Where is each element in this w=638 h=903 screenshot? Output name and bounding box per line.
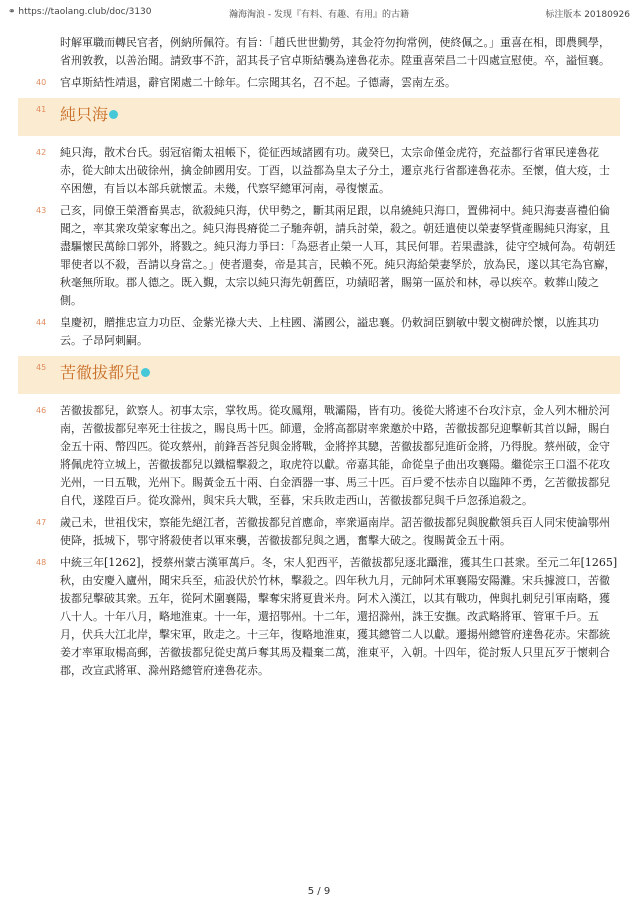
paragraph-text: 苦徹拔都兒，欽察人。初事太宗，掌牧馬。從攻鳳翔，戰灞陽，皆有功。後從大將速不台攻汴京，金人列木柵於河南，苦徹拔都兒率死士往拔之，賜良馬十匹。師還，金將高都尉率衆邀於中路，苦徹拔都兒迎擊斬其首以歸，賜白金五十兩、幣四匹。從攻蔡州，前鋒吾荅兒與金將戰，金將捽其驄，苦徹拔都兒進斫金將，乃得脫。蔡州破，金守將佩虎符立城上，苦徹拔都兒以鐵檔擊殺之，取虎符以獻。帝嘉其能，命從皇子曲出攻襄陽。繼從宗王口溫不花攻光州，一日五戰，光州下。賜黃金五十兩、白金酒器一事、馬三十匹。百戶愛不怯赤自以臨陣不勇，乞苦徹拔都兒自代，遂陞百戶。從攻滁州，與宋兵大戰，至暮，宋兵敗走西山，苦徹拔都兒與千戶忽孫追殺之。	[60, 404, 610, 507]
paragraph-number: 47	[36, 518, 47, 527]
paragraph	[18, 144, 620, 198]
paragraph-number: 44	[36, 318, 47, 327]
paragraph-text: 己亥，同僚王榮潛畜異志，欲殺純只海，伏甲勢之，斷其兩足跟，以帛繞純只海口，置佛祠中。純只海妻喜禮伯倫聞之，率其衆攻榮家奪出之。純只海畏瘠從二子馳奔朝，請兵討榮，殺之。朝廷遣使以榮妻孥貲產賜純只海家，且盡驅懷民萬餘口郭外，將戮之。純只海力爭曰：「為惡者止榮一人耳，其民何罪。若果盡誅，徒守空城何為。苟朝廷罪使者以不殺，吾請以身當之。」使者還奏，帝是其言，民賴不死。純只海給榮妻孥於，放為民，遂以其宅為官廨，秋毫無所取。郡人德之。既入覲，太宗以純只海先朝舊臣，功績昭著，賜第一區於和林，尋以疾卒。敕葬山陵之側。	[60, 204, 616, 307]
paragraph	[18, 314, 620, 350]
paragraph-text: 歲己未，世祖伐宋，察能先絕江者，苦徹拔都兒首應命，率衆逼南岸。詔苦徹拔都兒與脫歡領兵百人同宋使論鄂州使降，抵城下，鄂守將殺使者以軍來襲，苦徹拔都兒與之遇，奮擊大破之。復賜黃金五十兩。	[60, 516, 610, 547]
paragraph-text: 中統三年[1262]，授蔡州蒙古漢軍萬戶。冬，宋人犯西平，苦徹拔都兒逐北躡淮，獲其生口甚衆。至元二年[1265]秋，由安慶入廬州，聞宋兵至，疝設伏於竹林，擊殺之。四年秋九月，元帥阿术軍襄陽安陽灘。宋兵據渡口，苦徹拔都兒擊破其衆。五年，從阿术圍襄陽，擊奪宋將夏貴米舟。阿术入漢江，以其有戰功，俾與扎刺兒引軍南略，獲八十人。十年八月，略地淮東。十一年，還招鄂州。十二年，還招滁州，誅王安撫。改武略將軍、管軍千戶。五月，伏兵大江北岸，擊宋軍，敗走之。十三年，復略地淮東，獲其總管二人以獻。遷揚州總管府達魯花赤。宋都統姜才率軍取楊高郵，苦徹拔都兒從史萬戶奪其馬及糧棄二萬，淮東平，入朝。十四年，從討叛人只里瓦歹于懷剌合郡，改宣武將軍、滁州路總管府達魯花赤。	[60, 556, 618, 677]
paragraph-text: 純只海，散术台氏。弱冠宿衛太祖帳下，從征西域諸國有功。歲癸巳，太宗命僅金虎符，充益都行省軍民達魯花赤，從大帥太出破徐州，擒金帥國用安。丁酉，以益都為皇太子分土，遷京兆行省都達魯花赤。至懷，值大疫，士卒困憊，有旨以本部兵就懷孟。未幾，代察罕總軍河南，尋復懷孟。	[60, 146, 610, 195]
paragraph	[18, 554, 620, 680]
paragraph-number: 40	[36, 78, 47, 87]
annotation-marker-icon[interactable]	[141, 368, 150, 377]
header-title: 瀚海淘浪 - 发现『有料、有趣、有用』的古籍	[229, 10, 409, 20]
paragraph-number: 42	[36, 148, 47, 157]
header-url[interactable]: ⚭ https://taolang.club/doc/3130	[8, 7, 152, 17]
paragraph-number: 46	[36, 406, 47, 415]
paragraph-number: 45	[36, 363, 47, 372]
paragraph-number: 41	[36, 105, 47, 114]
page-header	[8, 7, 630, 21]
page-number: 5 / 9	[307, 886, 331, 897]
paragraph	[18, 402, 620, 510]
paragraph-number: 48	[36, 558, 47, 567]
section-title: 苦徹拔都兒	[60, 363, 141, 382]
paragraph	[18, 34, 620, 70]
paragraph-text: 官卓斯結性靖退，辭官閑處二十餘年。仁宗聞其名，召不起。子德壽，雲南左丞。	[60, 76, 456, 89]
document-body	[18, 34, 620, 684]
annotation-marker-icon[interactable]	[109, 110, 118, 119]
paragraph	[18, 74, 620, 92]
section-heading	[18, 98, 620, 136]
paragraph-text: 时解軍職而轉民官者，例納所佩符。有旨：「趙氏世世勤勞，其金符勿拘常例，使終佩之。」重喜在相，即農興學，省刑敦教，以善治聞。請致事不許，詔其長子官卓斯結襲為達魯花赤。陞重喜荣昌二十四處宣慰使。卒，謚恒襄。	[60, 36, 610, 67]
paragraph	[18, 514, 620, 550]
paragraph	[18, 202, 620, 310]
header-version: 标注版本 20180926	[545, 10, 630, 20]
section-title: 純只海	[60, 105, 109, 124]
paragraph-number: 43	[36, 206, 47, 215]
section-heading	[18, 356, 620, 394]
paragraph-text: 皇慶初，贈推忠宣力功臣、金紫光祿大夫、上柱國、滿國公，謚忠襄。仍敕詞臣劉敏中製文樹碑於懷，以旌其功云。子昂阿刺嗣。	[60, 316, 599, 347]
